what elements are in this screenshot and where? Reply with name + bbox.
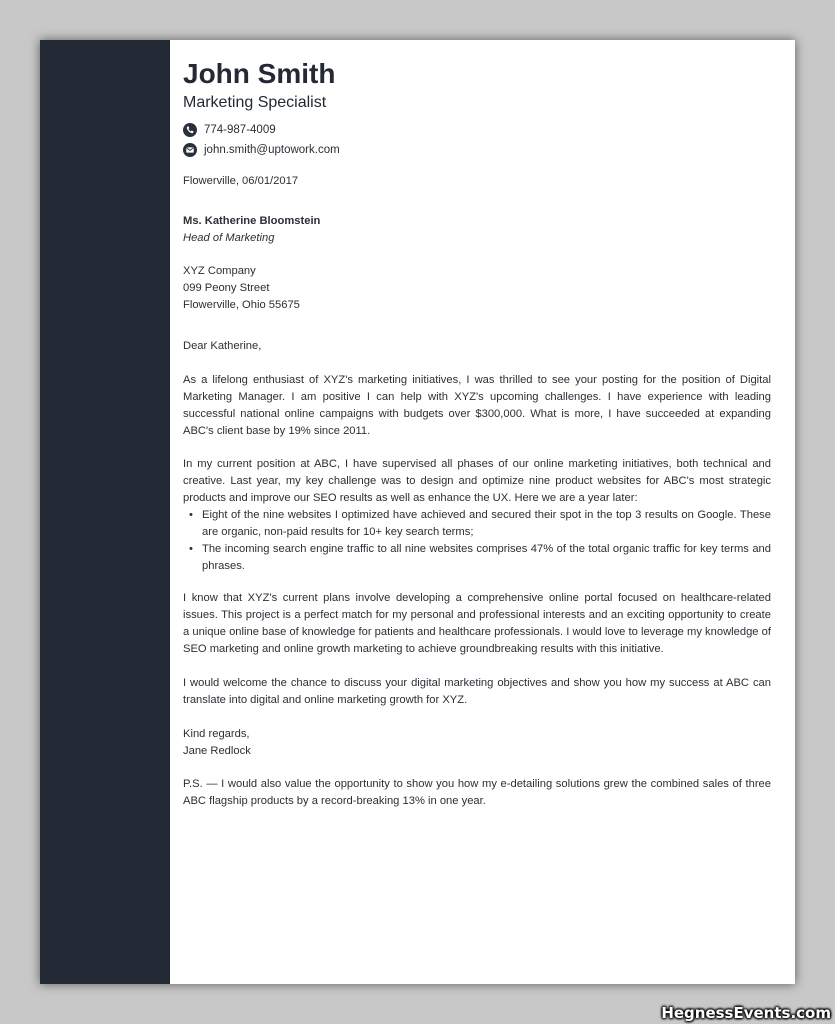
letter-date (183, 173, 771, 190)
paragraph-3 (183, 590, 771, 658)
list-item (183, 541, 771, 575)
applicant-name: John Smith (183, 58, 336, 89)
bullet-icon: • (189, 543, 193, 555)
watermark: HegnessEvents.com (661, 1004, 831, 1022)
list-item-text: The incoming search engine traffic to all nine websites comprises 47% of the total organic traffic for key terms and phrases. (202, 543, 771, 572)
paragraph-2-text: In my current position at ABC, I have supervised all phases of our online marketing initiatives, both technical and creative. Last year, my key challenge was to design and optimize nine product websites for ABC's most strategic products and improve our SEO results as well as enhance the UX. Here we are a year later: (183, 458, 771, 504)
closing-block (183, 726, 771, 760)
paragraph-4-text: I would welcome the chance to discuss your digital marketing objectives and show you how my success at ABC can translate into digital and online marketing growth for XYZ. (183, 677, 771, 706)
recipient-address (183, 263, 771, 314)
postscript (183, 776, 771, 810)
cover-letter-page (40, 40, 795, 984)
dark-sidebar (40, 40, 170, 984)
recipient-role: Head of Marketing (183, 232, 275, 244)
contact-phone (183, 123, 276, 137)
phone-number: 774-987-4009 (204, 124, 276, 136)
envelope-icon (183, 143, 197, 157)
achievement-list (183, 507, 771, 575)
recipient-street: 099 Peony Street (183, 282, 270, 294)
closing-regards: Kind regards, (183, 728, 250, 740)
email-address: john.smith@uptowork.com (204, 144, 340, 156)
recipient-company: XYZ Company (183, 265, 256, 277)
paragraph-2 (183, 456, 771, 575)
date-line: Flowerville, 06/01/2017 (183, 175, 299, 187)
list-item-text: Eight of the nine websites I optimized have achieved and secured their spot in the top 3 results on Google. These are organic, non-paid results for 10+ key search terms; (202, 509, 771, 538)
contact-email (183, 143, 340, 157)
postscript-text: P.S. — I would also value the opportunity to show you how my e-detailing solutions grew the combined sales of three ABC flagship products by a record-breaking 13% in one year. (183, 778, 771, 807)
paragraph-3-text: I know that XYZ's current plans involve developing a comprehensive online portal focused on healthcare-related issues. This project is a perfect match for my personal and professional interests and an exciting opportunity to create a unique online base of knowledge for patients and healthcare professionals. I would love to leverage my knowledge of SEO marketing and online growth marketing to achieve groundbreaking results with this initiative. (183, 592, 771, 655)
applicant-title: Marketing Specialist (183, 94, 327, 111)
phone-icon (183, 123, 197, 137)
paragraph-1-text: As a lifelong enthusiast of XYZ's marketing initiatives, I was thrilled to see your posting for the position of Digital Marketing Manager. I am positive I can help with XYZ's upcoming challenges. I have experience with leading successful national online campaigns with budgets over $300,000. What is more, I have succeeded at expanding ABC's client base by 19% since 2011. (183, 374, 771, 437)
salutation (183, 338, 771, 355)
list-item (183, 507, 771, 541)
recipient-block (183, 213, 771, 247)
bullet-icon: • (189, 509, 193, 521)
closing-signer: Jane Redlock (183, 745, 251, 757)
recipient-city: Flowerville, Ohio 55675 (183, 299, 300, 311)
salutation-text: Dear Katherine, (183, 340, 262, 352)
paragraph-1 (183, 372, 771, 440)
recipient-name: Ms. Katherine Bloomstein (183, 215, 321, 227)
paragraph-4 (183, 675, 771, 709)
